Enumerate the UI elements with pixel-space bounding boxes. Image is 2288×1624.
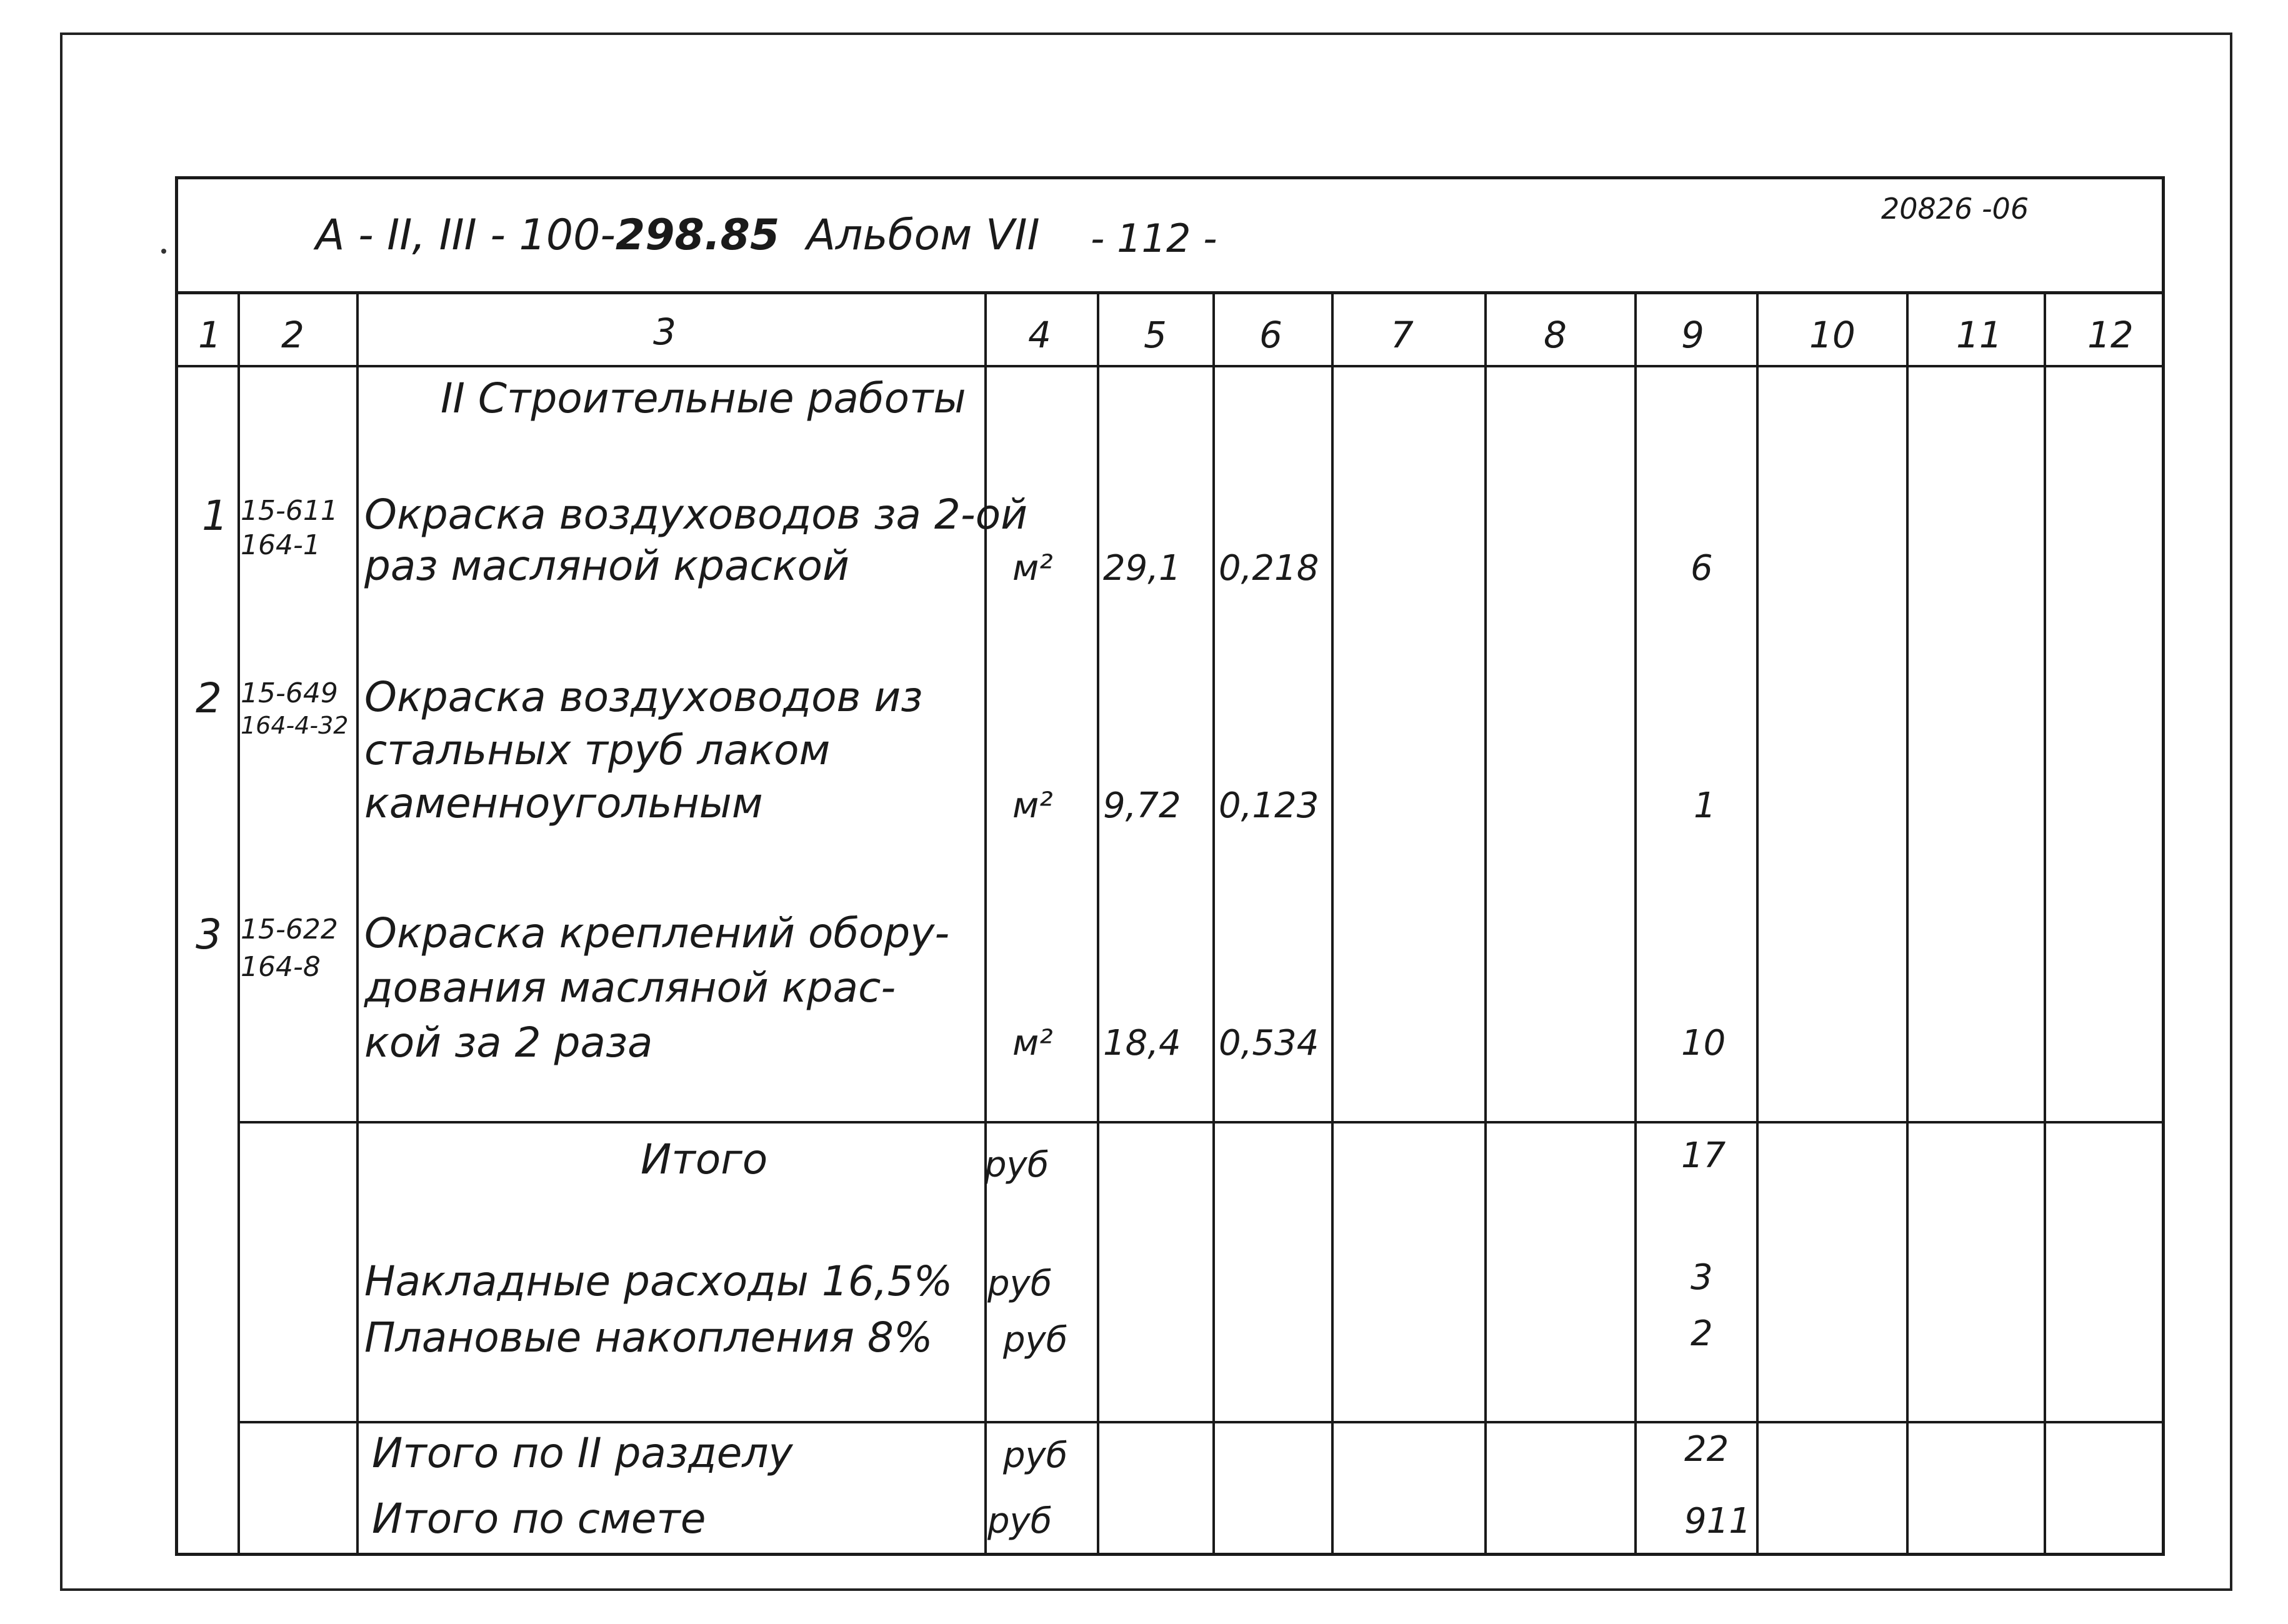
col-header-8: 8 [1544, 314, 1567, 356]
row-2-unit: м² [1012, 785, 1053, 826]
col-line-3 [984, 294, 987, 1553]
subtotal-value: 17 [1681, 1135, 1726, 1176]
col-line-9 [1756, 294, 1759, 1553]
col-header-2: 2 [281, 314, 304, 356]
subtotal-label: Итого [641, 1135, 768, 1183]
row-2-line-2: стальных труб лаком [364, 726, 831, 774]
estimate-total-label: Итого по смете [372, 1495, 706, 1543]
col-header-3: 3 [653, 311, 676, 353]
code-bold: 298.85 [615, 211, 780, 260]
row-1-unit: м² [1012, 548, 1053, 589]
section-heading: II Строительные работы [441, 374, 966, 422]
section-total-value: 22 [1684, 1429, 1729, 1470]
col-header-4: 4 [1028, 314, 1051, 356]
col-header-10: 10 [1809, 314, 1856, 356]
row-1-price: 0,218 [1219, 548, 1319, 589]
overhead-value: 3 [1691, 1257, 1713, 1298]
row-1-line-1: Окраска воздуховодов за 2-ой [364, 491, 1027, 539]
col-header-7: 7 [1391, 314, 1414, 356]
col-header-6: 6 [1259, 314, 1282, 356]
row-2-total: 1 [1694, 785, 1716, 826]
row-3-line-2: дования масляной крас- [364, 964, 896, 1012]
album-label: Альбом VII [806, 211, 1040, 260]
row-2-line-1: Окраска воздуховодов из [364, 673, 923, 721]
row-1-code-a: 15-611 [241, 495, 338, 527]
col-header-12: 12 [2087, 314, 2134, 356]
row-3-num: 3 [196, 910, 222, 959]
code-prefix: А - II, III - 100- [316, 211, 616, 260]
row-1-code-b: 164-1 [241, 529, 321, 561]
col-line-10 [1906, 294, 1909, 1553]
col-line-4 [1097, 294, 1099, 1553]
estimate-sheet [175, 176, 2165, 1556]
section-divider-1 [237, 1121, 2162, 1123]
row-1-total: 6 [1691, 548, 1713, 589]
row-1-num: 1 [202, 492, 228, 540]
col-header-11: 11 [1956, 314, 2002, 356]
section-total-label: Итого по II разделу [372, 1429, 793, 1477]
overhead-unit: руб [987, 1263, 1052, 1304]
row-2-line-3: каменноугольным [364, 779, 763, 827]
profit-unit: руб [1003, 1320, 1068, 1360]
row-2-code-b: 164-4-32 [241, 712, 349, 739]
col-line-5 [1212, 294, 1215, 1553]
document-code [316, 211, 1040, 260]
doc-number: 20826 -06 [1881, 192, 2029, 226]
estimate-total-unit: руб [987, 1501, 1052, 1542]
row-2-qty: 9,72 [1103, 785, 1181, 826]
overhead-label: Накладные расходы 16,5% [364, 1257, 953, 1305]
page-number: - 112 - [1091, 216, 1217, 261]
row-3-code-a: 15-622 [241, 914, 338, 945]
profit-value: 2 [1691, 1313, 1713, 1354]
row-3-line-3: кой за 2 раза [364, 1019, 653, 1067]
section-total-unit: руб [1003, 1435, 1068, 1476]
col-line-11 [2044, 294, 2046, 1553]
col-header-5: 5 [1144, 314, 1167, 356]
col-line-1 [237, 294, 240, 1553]
row-3-qty: 18,4 [1103, 1023, 1181, 1064]
section-divider-2 [237, 1421, 2162, 1423]
title-strip [178, 179, 2162, 294]
row-2-code-a: 15-649 [241, 677, 338, 709]
row-1-line-2: раз масляной краской [364, 542, 849, 590]
stray-mark [161, 249, 166, 254]
estimate-total-value: 911 [1684, 1501, 1751, 1542]
col-line-2 [356, 294, 359, 1553]
header-row-line [178, 365, 2162, 367]
row-3-unit: м² [1012, 1023, 1053, 1064]
subtotal-unit: руб [984, 1145, 1049, 1185]
row-2-price: 0,123 [1219, 785, 1319, 826]
row-3-price: 0,534 [1219, 1023, 1319, 1064]
row-3-line-1: Окраска креплений обору- [364, 909, 950, 957]
col-line-7 [1484, 294, 1487, 1553]
row-2-num: 2 [196, 674, 222, 722]
profit-label: Плановые накопления 8% [364, 1313, 933, 1362]
row-1-qty: 29,1 [1103, 548, 1181, 589]
col-header-1: 1 [198, 314, 221, 356]
col-line-8 [1634, 294, 1637, 1553]
row-3-code-b: 164-8 [241, 951, 321, 983]
row-3-total: 10 [1681, 1023, 1726, 1064]
col-header-9: 9 [1681, 314, 1704, 356]
col-line-6 [1331, 294, 1334, 1553]
